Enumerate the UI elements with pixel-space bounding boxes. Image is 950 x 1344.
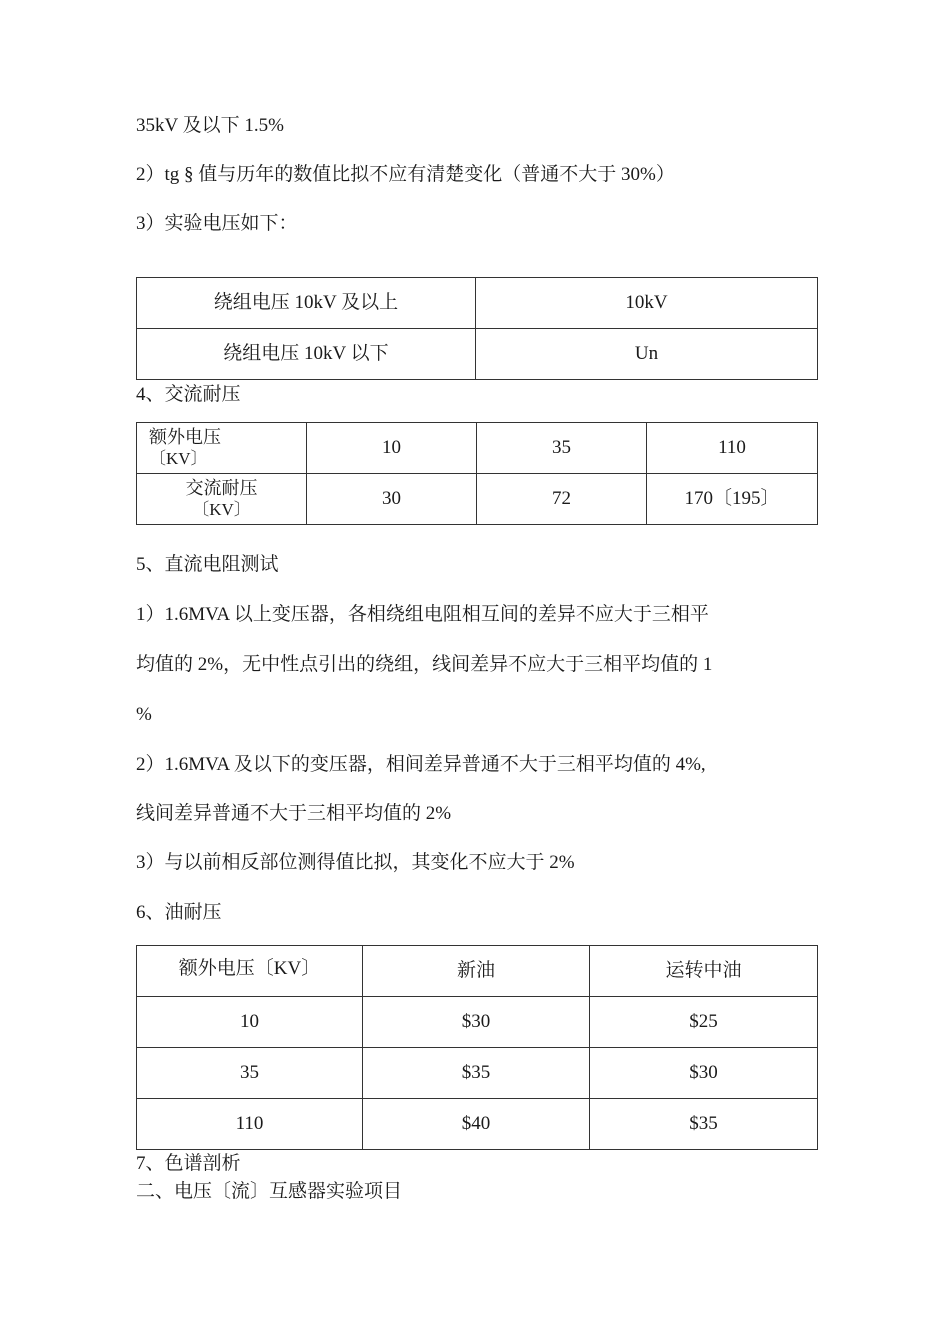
table-cell: [137, 423, 307, 474]
text-line: 1）1.6MVA 以上变压器，各相绕组电阻相互间的差异不应大于三相平: [136, 604, 709, 625]
text-line: 5、直流电阻测试: [136, 554, 279, 575]
cell-label-line: 交流耐压: [185, 478, 258, 498]
text-line: 3）与以前相反部位测得值比拟，其变化不应大于 2%: [136, 852, 575, 873]
table-cell: 10: [137, 997, 363, 1048]
text-line: 线间差异普通不大于三相平均值的 2%: [136, 803, 452, 824]
cell-label-line: 额外电压: [149, 427, 221, 447]
table-cell: 72: [477, 474, 647, 525]
table-cell: 10kV: [476, 278, 818, 329]
table-cell: 绕组电压 10kV 以下: [137, 329, 476, 380]
table-cell: $30: [363, 997, 590, 1048]
text-line: 3）实验电压如下：: [136, 213, 298, 234]
text-line: %: [136, 704, 152, 725]
text-line: 4、交流耐压: [136, 384, 241, 405]
text-line: 6、油耐压: [136, 902, 222, 923]
cell-label-line: 〔KV〕: [192, 500, 251, 519]
table-cell: 10: [307, 423, 477, 474]
table-cell: Un: [476, 329, 818, 380]
test-voltage-table: [136, 277, 818, 380]
text-line: 7、色谱剖析: [136, 1153, 241, 1174]
table-header-cell: 新油: [363, 946, 590, 997]
text-line: 35kV 及以下 1.5%: [136, 115, 284, 136]
table-cell: $35: [363, 1048, 590, 1099]
ac-withstand-table: [136, 422, 818, 525]
table-cell: 110: [647, 423, 818, 474]
table-header-cell: 额外电压〔KV〕: [137, 946, 363, 997]
section-heading: 二、电压〔流〕互感器实验项目: [136, 1181, 403, 1202]
table-cell: 绕组电压 10kV 及以上: [137, 278, 476, 329]
table-cell: $35: [590, 1099, 818, 1150]
text-line: 2）1.6MVA 及以下的变压器，相间差异普通不大于三相平均值的 4%,: [136, 754, 706, 775]
table-header-cell: 运转中油: [590, 946, 818, 997]
table-cell: 170〔195〕: [647, 474, 818, 525]
oil-withstand-table: [136, 945, 818, 1150]
table-cell: [137, 474, 307, 525]
table-cell: $30: [590, 1048, 818, 1099]
text-line: 2）tg § 值与历年的数值比拟不应有清楚变化（普通不大于 30%）: [136, 164, 675, 185]
cell-label-line: 〔KV〕: [149, 449, 208, 468]
table-cell: 30: [307, 474, 477, 525]
table-cell: $40: [363, 1099, 590, 1150]
table-cell: 110: [137, 1099, 363, 1150]
table-cell: $25: [590, 997, 818, 1048]
table-cell: 35: [477, 423, 647, 474]
text-line: 均值的 2%，无中性点引出的绕组，线间差异不应大于三相平均值的 1: [136, 654, 713, 675]
table-cell: 35: [137, 1048, 363, 1099]
